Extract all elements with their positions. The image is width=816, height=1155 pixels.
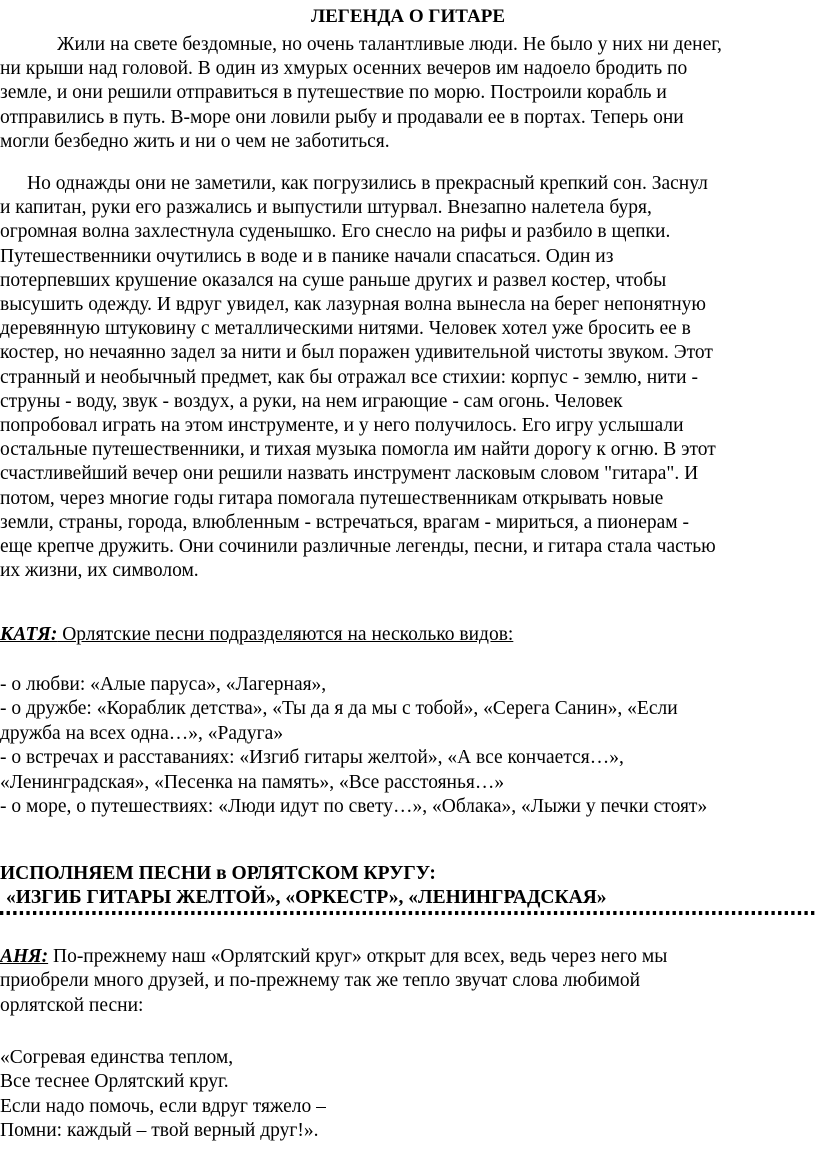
text-line: и капитан, руки его разжались и выпустили штурвал. Внезапно налетела буря, — [0, 197, 652, 219]
anya-text: По-прежнему наш «Орлятский круг» открыт для всех, ведь через него мы — [48, 946, 668, 967]
poem-line: Все теснее Орлятский круг. — [0, 1071, 229, 1093]
list-item: - о море, о путешествиях: «Люди идут по свету…», «Облака», «Лыжи у печки стоят» — [0, 796, 708, 818]
text-line: Путешественники очутились в воде и в панике начали спасаться. Один из — [0, 245, 614, 267]
text-line: их жизни, их символом. — [0, 560, 199, 582]
text-line: струны - воду, звук - воздух, а руки, на нем играющие - сам огонь. Человек — [0, 390, 623, 412]
text-line: ни крыши над головой. В один из хмурых осенних вечеров им надоело бродить по — [0, 58, 688, 80]
text-line: отправились в путь. В-море они ловили рыбу и продавали ее в портах. Теперь они — [0, 106, 684, 128]
poem-quote — [0, 1046, 326, 1144]
text-line: счастливейший вечер они решили назвать инструмент ласковым словом "гитара". И — [0, 463, 699, 485]
heading-line-2: «ИЗГИБ ГИТАРЫ ЖЕЛТОЙ», «ОРКЕСТР», «ЛЕНИНГРАДСКАЯ» — [6, 887, 607, 908]
paragraph-legend-intro — [0, 33, 812, 154]
song-types-list — [0, 673, 707, 819]
text-line: земли, страны, города, влюбленным - встречаться, врагам - мириться, а пионерам - — [0, 511, 690, 533]
text-line: деревянную штуковину с металлическими нитями. Человек хотел уже бросить ее в — [0, 318, 691, 340]
poem-line: Если надо помочь, если вдруг тяжело – — [0, 1095, 326, 1117]
text-line: остальные путешественники, и тихая музыка помогла им найти дорогу к огню. В этот — [0, 439, 716, 461]
text-line: приобрели много друзей, и по-прежнему так же тепло звучат слова любимой — [0, 970, 641, 992]
text-line: потерпевших крушение оказался на суше раньше других и развел костер, чтобы — [0, 269, 667, 291]
text-line: Но однажды они не заметили, как погрузились в прекрасный крепкий сон. Заснул — [27, 173, 708, 194]
paragraph-legend-story — [0, 172, 812, 583]
text-line: потом, через многие годы гитара помогала путешественникам открывать новые — [0, 487, 664, 509]
text-line: Жили на свете бездомные, но очень талантливые люди. Не было у них ни денег, — [57, 34, 722, 55]
text-line: еще крепче дружить. Они сочинили различные легенды, песни, и гитара стала частью — [0, 536, 716, 558]
heading-line-1: ИСПОЛНЯЕМ ПЕСНИ в ОРЛЯТСКОМ КРУГУ: — [0, 863, 436, 884]
katya-line — [0, 623, 513, 647]
text-line: могли безбедно жить и ни о чем не заботиться. — [0, 130, 390, 152]
anya-paragraph — [0, 945, 667, 1018]
section-heading — [0, 862, 816, 910]
dotted-divider — [0, 911, 816, 915]
text-line: высушить одежду. И вдруг увидел, как лазурная волна вынесла на берег непонятную — [0, 294, 706, 316]
text-line: попробовал играть на этом инструменте, и у него получилось. Его игру услышали — [0, 415, 684, 437]
poem-line: «Согревая единства теплом, — [0, 1047, 234, 1068]
text-line: странный и необычный предмет, как бы отражал все стихии: корпус - землю, нити - — [0, 366, 698, 388]
text-line: костер, но нечаянно задел за нити и был поражен удивительной чистоты звуком. Этот — [0, 342, 713, 364]
list-item: - о любви: «Алые паруса», «Лагерная», — [0, 674, 327, 695]
list-item: - о встречах и расставаниях: «Изгиб гитары желтой», «А все кончается…», — [0, 747, 624, 769]
poem-line: Помни: каждый – твой верный друг!». — [0, 1120, 319, 1142]
speaker-katya: КАТЯ: — [0, 624, 58, 645]
text-line — [0, 945, 667, 969]
list-item: дружба на всех одна…», «Радуга» — [0, 722, 284, 744]
document-title: ЛЕГЕНДА О ГИТАРЕ — [310, 6, 506, 27]
speaker-anya: АНЯ: — [0, 946, 49, 967]
katya-text: Орлятские песни подразделяются на несколько видов: — [57, 624, 514, 645]
text-line: огромная волна захлестнула суденышко. Его снесло на рифы и разбило в щепки. — [0, 221, 671, 243]
list-item: - о дружбе: «Кораблик детства», «Ты да я да мы с тобой», «Серега Санин», «Если — [0, 698, 678, 720]
text-line: земле, и они решили отправиться в путешествие по морю. Построили корабль и — [0, 82, 667, 104]
list-item: «Ленинградская», «Песенка на память», «Все расстоянья…» — [0, 771, 505, 793]
text-line: орлятской песни: — [0, 994, 144, 1016]
